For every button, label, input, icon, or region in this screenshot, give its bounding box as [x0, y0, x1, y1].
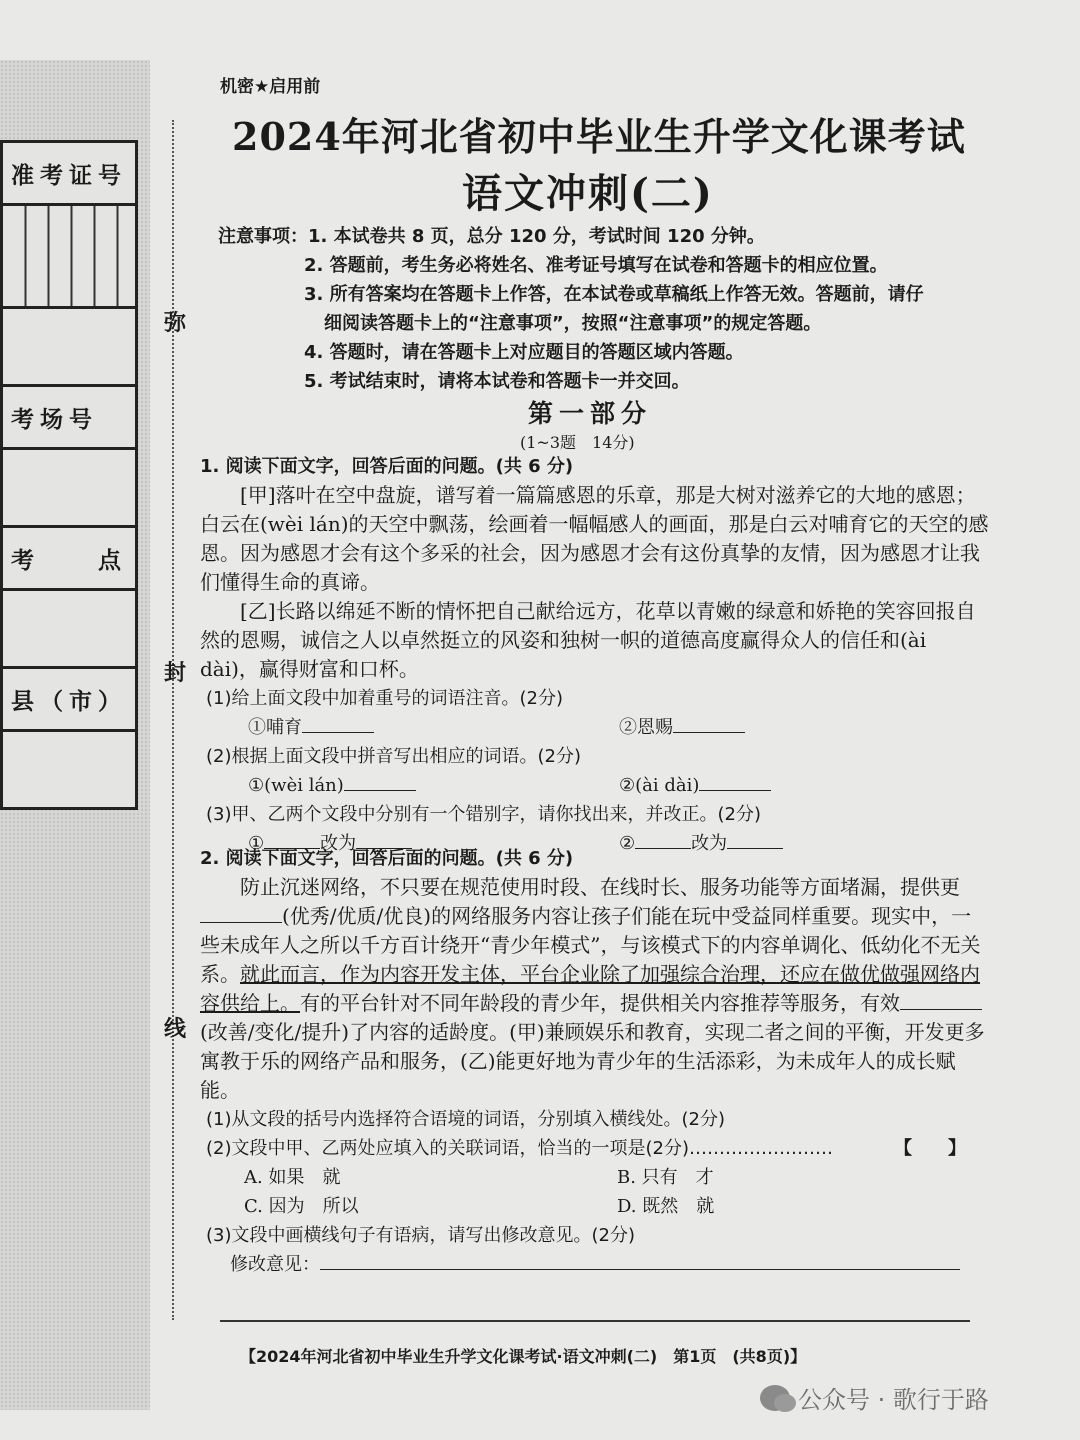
q1-sub2-answers — [200, 771, 990, 800]
wechat-icon — [760, 1385, 790, 1411]
instructions — [218, 222, 998, 396]
passage-jia: [甲]落叶在空中盘旋，谱写着一篇篇感恩的乐章，那是大树对滋养它的大地的感恩；白云在(wèi lán)的天空中飘荡，绘画着一幅幅感人的画面，那是白云对哺育它的天空的感恩。因为感恩才会有这个多采的社会，因为感恩才会有这份真挚的友情，因为感恩才让我们懂得生命的真谛。 — [200, 483, 989, 594]
county-blank[interactable] — [2, 731, 137, 809]
exam-number-label: 准考证号 — [2, 142, 137, 205]
q1-sub2-a-label: ①(wèi lán) — [248, 775, 344, 796]
answer-blank[interactable] — [344, 772, 416, 791]
underlined-sentence: 就此而言，作为内容开发主体，平台企业除了加强综合治理，还应在做优做强网络内容供给上。 — [200, 962, 980, 1015]
question-1 — [200, 452, 990, 858]
q2-sub2: (2)文段中甲、乙两处应填入的关联词语，恰当的一项是(2分)…………………… — [206, 1138, 833, 1159]
question-1-stem: 1. 阅读下面文字，回答后面的问题。(共 6 分) — [200, 456, 574, 477]
instruction-item: 细阅读答题卡上的“注意事项”，按照“注意事项”的规定答题。 — [324, 313, 822, 334]
options-row-2 — [200, 1192, 990, 1221]
q2-sub1: (1)从文段的括号内选择符合语境的词语，分别填入横线处。(2分) — [206, 1109, 725, 1130]
revise-row — [200, 1250, 990, 1279]
exam-title: 2024年河北省初中毕业生升学文化课考试 — [232, 114, 966, 159]
instruction-item: 2. 答题前，考生务必将姓名、准考证号填写在试卷和答题卡的相应位置。 — [304, 255, 888, 276]
seal-char-mi: 弥 — [164, 310, 187, 336]
exam-number-grid[interactable] — [2, 205, 137, 308]
confidential-mark: 机密★启用前 — [220, 77, 321, 97]
option-a[interactable]: A. 如果 就 — [244, 1167, 341, 1188]
q1-sub1-b-label: ②恩赐 — [619, 717, 673, 738]
q1-sub1-a-label: ①哺育 — [248, 717, 302, 738]
q1-sub3-b-prefix: ② — [619, 833, 636, 854]
answer-blank[interactable] — [200, 904, 282, 923]
q1-sub2-b-label: ②(ài dài) — [619, 775, 700, 796]
q2-sub3: (3)文段中画横线句子有语病，请写出修改意见。(2分) — [206, 1225, 635, 1246]
answer-blank[interactable] — [699, 772, 771, 791]
exam-subtitle: 语文冲刺(二) — [462, 170, 714, 217]
county-label: 县（市） — [2, 668, 137, 731]
exam-number-blank[interactable] — [2, 308, 137, 386]
instruction-item: 3. 所有答案均在答题卡上作答，在本试卷或草稿纸上作答无效。答题前，请仔 — [304, 284, 924, 305]
exam-room-label: 考场号 — [2, 386, 137, 449]
seal-char-xian: 线 — [164, 1016, 187, 1042]
q2-sub2-row — [200, 1134, 990, 1163]
footer-rule — [220, 1320, 970, 1322]
passage-2-part3: 有的平台针对不同年龄段的青少年，提供相关内容推荐等服务，有效 — [300, 991, 900, 1015]
part-range: (1~3题 14分) — [520, 433, 635, 452]
answer-blank[interactable] — [302, 714, 374, 733]
passage-yi: [乙]长路以绵延不断的情怀把自己献给远方，花草以青嫩的绿意和娇艳的笑容回报自然的恩赐，诚信之人以卓然挺立的风姿和独树一帜的道德高度赢得众人的信任和(ài dài)，赢得财富和口杯。 — [200, 599, 976, 681]
answer-blank[interactable] — [320, 1251, 960, 1270]
candidate-info-table — [0, 140, 138, 810]
q1-sub2: (2)根据上面文段中拼音写出相应的词语。(2分) — [206, 746, 581, 767]
q1-sub3-a-prefix: ① — [248, 833, 265, 854]
revise-label: 修改意见： — [230, 1254, 320, 1275]
page-footer: 【2024年河北省初中毕业生升学文化课考试·语文冲刺(二) 第1页 (共8页)】 — [240, 1347, 807, 1366]
answer-blank[interactable] — [900, 991, 982, 1010]
question-2 — [200, 844, 990, 1279]
q1-sub1-answers — [200, 713, 990, 742]
q1-sub1: (1)给上面文段中加着重号的词语注音。(2分) — [206, 688, 563, 709]
option-b[interactable]: B. 只有 才 — [617, 1167, 714, 1188]
q1-sub3: (3)甲、乙两个文段中分别有一个错别字，请你找出来，并改正。(2分) — [206, 804, 761, 825]
option-d[interactable]: D. 既然 就 — [617, 1196, 715, 1217]
question-2-stem: 2. 阅读下面文字，回答后面的问题。(共 6 分) — [200, 848, 574, 869]
instructions-label: 注意事项： — [218, 226, 308, 247]
instruction-item: 4. 答题时，请在答题卡上对应题目的答题区域内答题。 — [304, 342, 744, 363]
option-c[interactable]: C. 因为 所以 — [244, 1196, 359, 1217]
q1-sub3-a-mid: 改为 — [320, 833, 357, 854]
instruction-item: 5. 考试结束时，请将本试卷和答题卡一并交回。 — [304, 371, 690, 392]
exam-site-blank[interactable] — [2, 590, 137, 668]
part-title: 第一部分 — [528, 399, 653, 428]
seal-dotted-line — [172, 120, 174, 1320]
watermark-text: 公众号 · 歌行于路 — [798, 1386, 989, 1414]
passage-2-part4: (改善/变化/提升)了内容的适龄度。(甲)兼顾娱乐和教育，实现二者之间的平衡，开发更多寓教于乐的网络产品和服务，(乙)能更好地为青少年的生活添彩，为未成年人的成长赋能。 — [200, 1020, 985, 1102]
answer-bracket[interactable]: 【 】 — [894, 1138, 966, 1159]
passage-2-part2: (优秀/优质/优良)的网络服务内容让孩子们能在玩中受益同样重要。现实中，一些未成年人之所以千方百计绕开“青少年模式”，与该模式下的内容单调化、低幼化不无关系。 — [200, 904, 981, 986]
watermark — [760, 1380, 989, 1415]
exam-site-label: 考 点 — [2, 527, 137, 590]
exam-room-blank[interactable] — [2, 449, 137, 527]
answer-blank[interactable] — [673, 714, 745, 733]
options-row-1 — [200, 1163, 990, 1192]
instruction-item: 1. 本试卷共 8 页，总分 120 分，考试时间 120 分钟。 — [308, 226, 765, 247]
passage-2-part1: 防止沉迷网络，不只要在规范使用时段、在线时长、服务功能等方面堵漏，提供更 — [240, 875, 960, 899]
seal-char-feng: 封 — [164, 660, 187, 686]
passage-2 — [200, 873, 990, 1105]
q1-sub3-b-mid: 改为 — [691, 833, 728, 854]
